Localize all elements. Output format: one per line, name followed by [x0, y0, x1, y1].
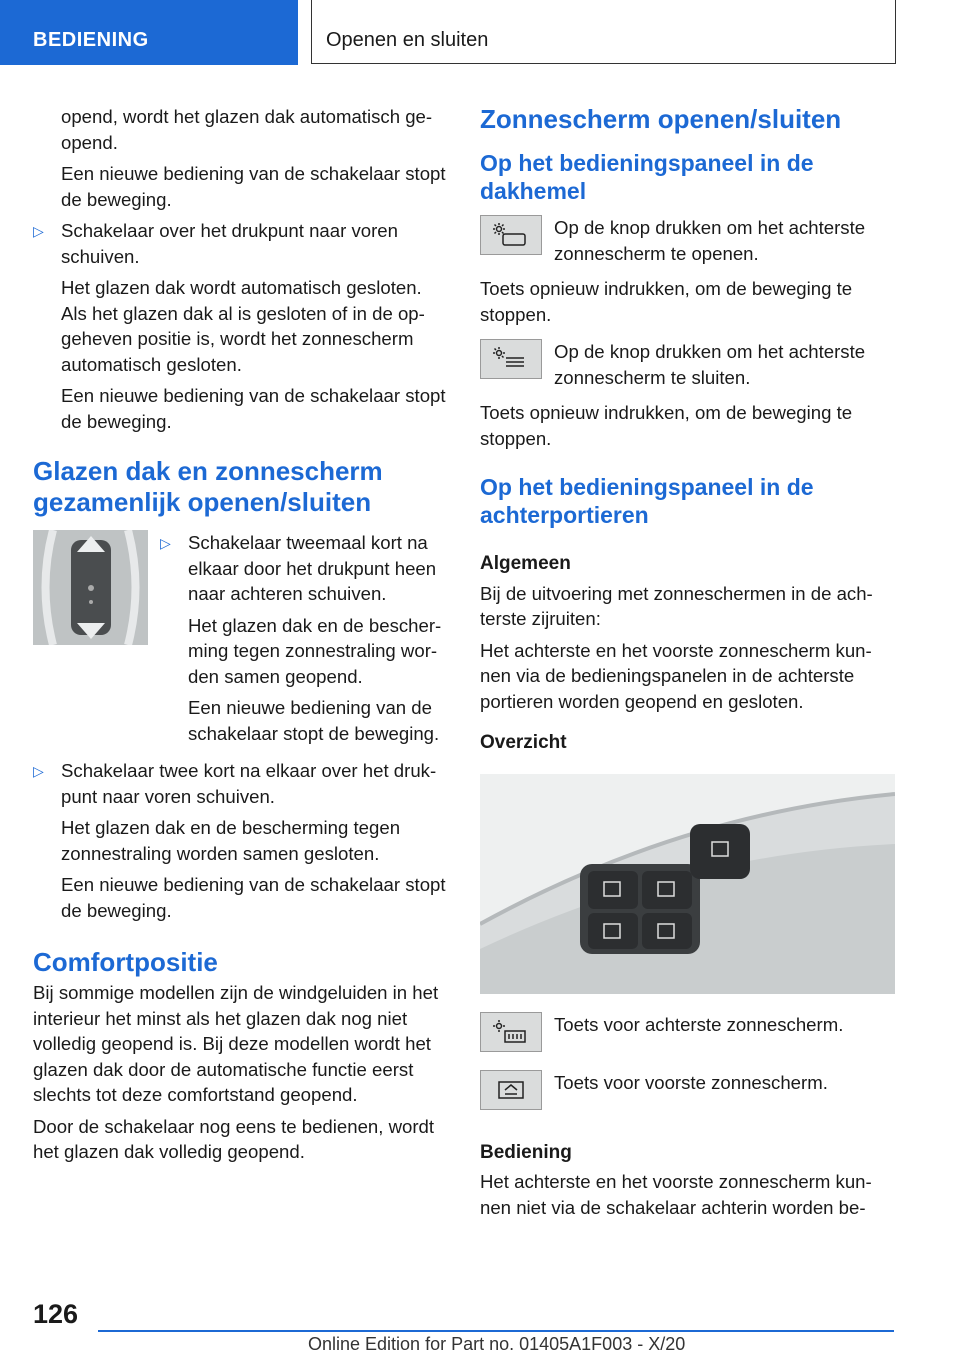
instruction-text: Op de knop drukken om het achterste zonnescherm te openen.: [554, 217, 866, 264]
sunshade-open-button-icon: [480, 215, 542, 255]
paragraph: Een nieuwe bediening van de schakelaar stopt de beweging.: [61, 163, 446, 210]
rear-sunshade-key-icon: [480, 1012, 542, 1052]
legend-text: Toets voor achterste zonnescherm.: [554, 1013, 844, 1035]
switch-section: [33, 530, 448, 752]
front-sunshade-key-icon: [480, 1070, 542, 1110]
paragraph: Het achterste en het voorste zonnescherm kun-nen via de bedieningspanelen in de achterste portieren worden geopend en gesloten.: [480, 639, 872, 712]
paragraph: Een nieuwe bediening van de schakelaar stopt de beweging.: [188, 697, 440, 744]
heading-roof-panel: Op het bedieningspaneel in de dakhemel: [480, 150, 814, 204]
section-label: BEDIENING: [33, 29, 149, 51]
paragraph: Toets opnieuw indrukken, om de beweging te stoppen.: [480, 402, 853, 449]
heading-operation: Bediening: [480, 1141, 572, 1163]
paragraph: Het glazen dak en de bescher-ming tegen zonnestraling wor-den samen geopend.: [188, 614, 442, 687]
footer-divider: [98, 1330, 894, 1332]
paragraph: Het glazen dak wordt automatisch gesloten. Als het glazen dak al is gesloten of in de op-geheven positie is, wordt het zonnescherm automatisch gesloten.: [61, 277, 425, 375]
paragraph: Toets opnieuw indrukken, om de beweging te stoppen.: [480, 278, 853, 325]
paragraph: Bij de uitvoering met zonneschermen in de ach-terste zijruiten:: [480, 582, 873, 629]
heading-comfort: Comfortpositie: [33, 947, 218, 977]
left-column: [33, 104, 448, 1171]
paragraph: opend, wordt het glazen dak automatisch ge-opend.: [61, 106, 433, 153]
paragraph: Het glazen dak en de bescherming tegen zonnestraling worden samen gesloten.: [61, 817, 401, 864]
section-tab: [0, 0, 298, 65]
bullet-text: Schakelaar over het drukpunt naar voren schuiven.: [61, 220, 398, 267]
page-header: [311, 0, 896, 64]
paragraph: Een nieuwe bediening van de schakelaar stopt de beweging.: [61, 874, 446, 921]
heading-general: Algemeen: [480, 553, 571, 574]
heading-glass-roof: Glazen dak en zonnescherm gezamenlijk openen/sluiten: [33, 456, 383, 517]
paragraph: Door de schakelaar nog eens te bedienen, wordt het glazen dak volledig geopend.: [33, 1115, 435, 1162]
roof-switch-icon: [33, 530, 148, 645]
heading-overview: Overzicht: [480, 732, 567, 753]
page-title: Openen en sluiten: [326, 29, 489, 51]
right-column: [480, 104, 895, 1226]
paragraph: Bij sommige modellen zijn de windgeluiden in het interieur het minst als het glazen dak nog niet volledig geopend is. Bij deze modellen wordt het glazen dak door de automatische functie eerst slechts tot deze comfortstand geopend.: [33, 982, 439, 1105]
legend-text: Toets voor voorste zonnescherm.: [554, 1071, 828, 1093]
bullet-text: Schakelaar twee kort na elkaar over het druk-punt naar voren schuiven.: [61, 760, 437, 807]
triangle-bullet-icon: ▷: [33, 223, 44, 239]
instruction-text: Op de knop drukken om het achterste zonnescherm te sluiten.: [554, 341, 866, 388]
paragraph: Een nieuwe bediening van de schakelaar stopt de beweging.: [61, 385, 446, 432]
door-switches-icon: [480, 774, 895, 994]
triangle-bullet-icon: ▷: [160, 535, 171, 551]
page-number: 126: [33, 1299, 79, 1329]
sunshade-close-button-icon: [480, 339, 542, 379]
bullet-text: Schakelaar tweemaal kort na elkaar door het drukpunt heen naar achteren schuiven.: [188, 532, 437, 604]
triangle-bullet-icon: ▷: [33, 763, 44, 779]
roof-switch-image: [33, 530, 148, 645]
bullet-item: [33, 758, 448, 923]
instruction-row: [480, 215, 895, 272]
bullet-item: [33, 218, 448, 434]
edition-note: Online Edition for Part no. 01405A1F003 - X/20: [308, 1334, 686, 1354]
legend-row: [480, 1012, 895, 1052]
instruction-row: [480, 339, 895, 396]
legend-row: [480, 1070, 895, 1110]
door-panel-image: [480, 774, 895, 994]
heading-sunshade: Zonnescherm openen/sluiten: [480, 104, 842, 134]
bullet-item: [160, 530, 448, 746]
paragraph: Het achterste en het voorste zonnescherm kun-nen niet via de schakelaar achterin worden be-: [480, 1171, 872, 1218]
heading-door-panel: Op het bedieningspaneel in de achterportieren: [480, 474, 814, 528]
